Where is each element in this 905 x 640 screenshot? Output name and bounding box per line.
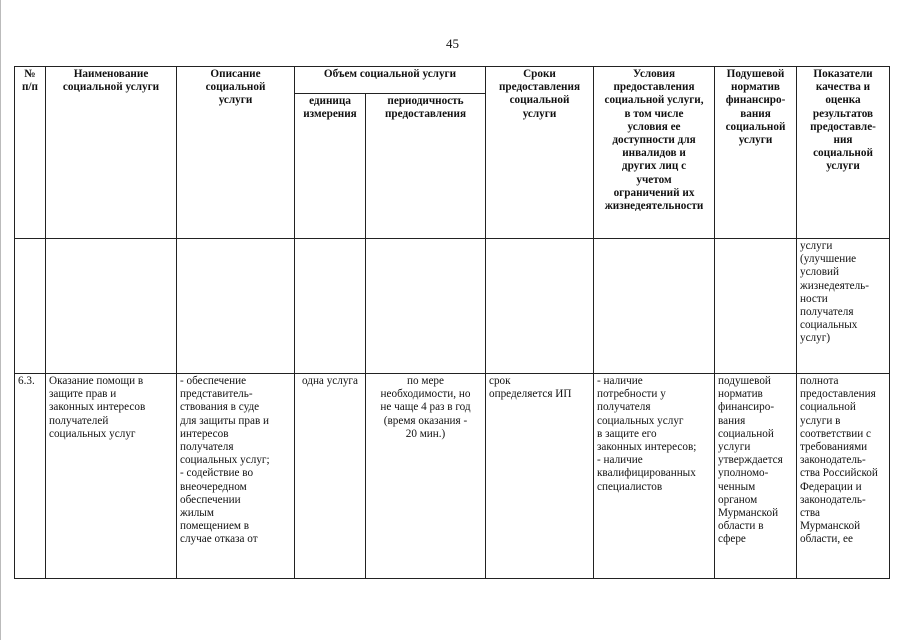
cont-norm <box>715 239 797 374</box>
row-quality: полнота предоставления социальной услуги в соответствии с требованиями законодатель- ства Российской Федерации и законодатель- ства Мурманской области, ее <box>797 374 890 579</box>
row-name: Оказание помощи в защите прав и законных интересов получателей социальных услуг <box>46 374 177 579</box>
header-volume-period: периодичность предоставления <box>366 94 486 239</box>
cont-terms <box>486 239 594 374</box>
row-volume-unit: одна услуга <box>295 374 366 579</box>
header-quality: Показатели качества и оценка результатов предоставле- ния социальной услуги <box>797 67 890 239</box>
services-table <box>14 66 890 579</box>
cont-quality: услуги (улучшение условий жизнедеятель- ности получателя социальных услуг) <box>797 239 890 374</box>
header-conditions: Условия предоставления социальной услуги, в том числе условия ее доступности для инвалидов и других лиц с учетом ограничений их жизнедеятельности <box>594 67 715 239</box>
row-num: 6.3. <box>15 374 46 579</box>
cont-description <box>177 239 295 374</box>
row-volume-period: по мере необходимости, но не чаще 4 раз в год (время оказания - 20 мин.) <box>366 374 486 579</box>
cont-unit <box>295 239 366 374</box>
cont-conditions <box>594 239 715 374</box>
header-volume: Объем социальной услуги <box>295 67 486 94</box>
cont-period <box>366 239 486 374</box>
row-terms: срок определяется ИП <box>486 374 594 579</box>
row-conditions: - наличие потребности у получателя социальных услуг в защите его законных интересов; - наличие квалифицированных специалистов <box>594 374 715 579</box>
page-left-edge <box>0 0 1 640</box>
header-norm: Подушевой норматив финансиро- вания социальной услуги <box>715 67 797 239</box>
header-num: № п/п <box>15 67 46 239</box>
row-norm: подушевой норматив финансиро- вания социальной услуги утверждается уполномо- ченным органом Мурманской области в сфере <box>715 374 797 579</box>
header-row-1 <box>15 67 890 94</box>
header-description: Описание социальной услуги <box>177 67 295 239</box>
cont-name <box>46 239 177 374</box>
row-description: - обеспечение представитель- ствования в суде для защиты прав и интересов получателя социальных услуг; - содействие во внеочередном обеспечении жилым помещением в случае отказа от <box>177 374 295 579</box>
header-name: Наименование социальной услуги <box>46 67 177 239</box>
header-volume-unit: единица измерения <box>295 94 366 239</box>
table-row <box>15 374 890 579</box>
page-number: 45 <box>446 36 459 51</box>
header-terms: Сроки предоставления социальной услуги <box>486 67 594 239</box>
cont-num <box>15 239 46 374</box>
continuation-row <box>15 239 890 374</box>
